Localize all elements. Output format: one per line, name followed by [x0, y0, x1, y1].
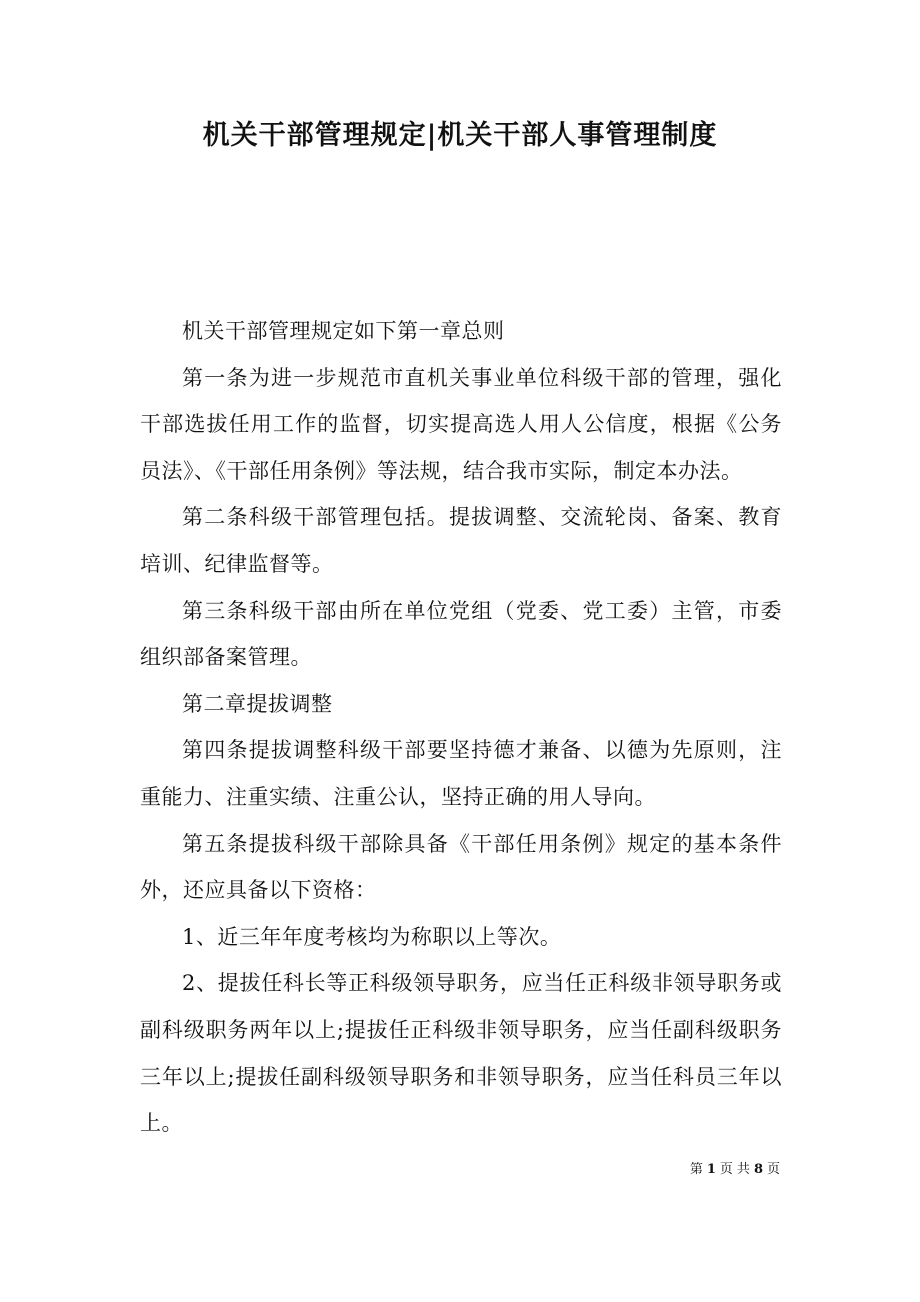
footer-prefix: 第 — [689, 1162, 703, 1177]
paragraph: 第二章提拔调整 — [182, 691, 333, 716]
paragraph: 第五条提拔科级干部除具备《干部任用条例》规定的基本条件外，还应具备以下资格： — [140, 831, 782, 903]
paragraph: 第一条为进一步规范市直机关事业单位科级干部的管理，强化干部选拔任用工作的监督，切实提高选人用人公信度，根据《公务员法》、《干部任用条例》等法规，结合我市实际，制定本办法。 — [140, 365, 782, 483]
paragraph: 第二条科级干部管理包括。提拔调整、交流轮岗、备案、教育培训、纪律监督等。 — [140, 505, 782, 576]
paragraph: 第四条提拔调整科级干部要坚持德才兼备、以德为先原则，注重能力、注重实绩、注重公认，坚持正确的用人导向。 — [140, 738, 782, 809]
document-title: 机关干部管理规定|机关干部人事管理制度 — [202, 120, 718, 151]
footer-total-prefix: 共 — [736, 1162, 750, 1177]
paragraph: 1、近三年年度考核均为称职以上等次。 — [182, 924, 562, 949]
paragraph: 2、提拔任科长等正科级领导职务，应当任正科级非领导职务或副科级职务两年以上;提拔任正科级非领导职务，应当任副科级职务三年以上;提拔任副科级领导职务和非领导职务，应当任科员三年以上。 — [140, 971, 782, 1136]
page-number: 1 — [706, 1162, 716, 1177]
page-footer — [686, 1160, 780, 1180]
total-pages: 8 — [753, 1162, 763, 1177]
document-body — [140, 308, 782, 1147]
footer-page-label: 页 — [719, 1162, 733, 1177]
paragraph: 第三条科级干部由所在单位党组（党委、党工委）主管，市委组织部备案管理。 — [140, 598, 782, 670]
footer-total-label: 页 — [766, 1162, 780, 1177]
paragraph: 机关干部管理规定如下第一章总则 — [182, 319, 505, 343]
